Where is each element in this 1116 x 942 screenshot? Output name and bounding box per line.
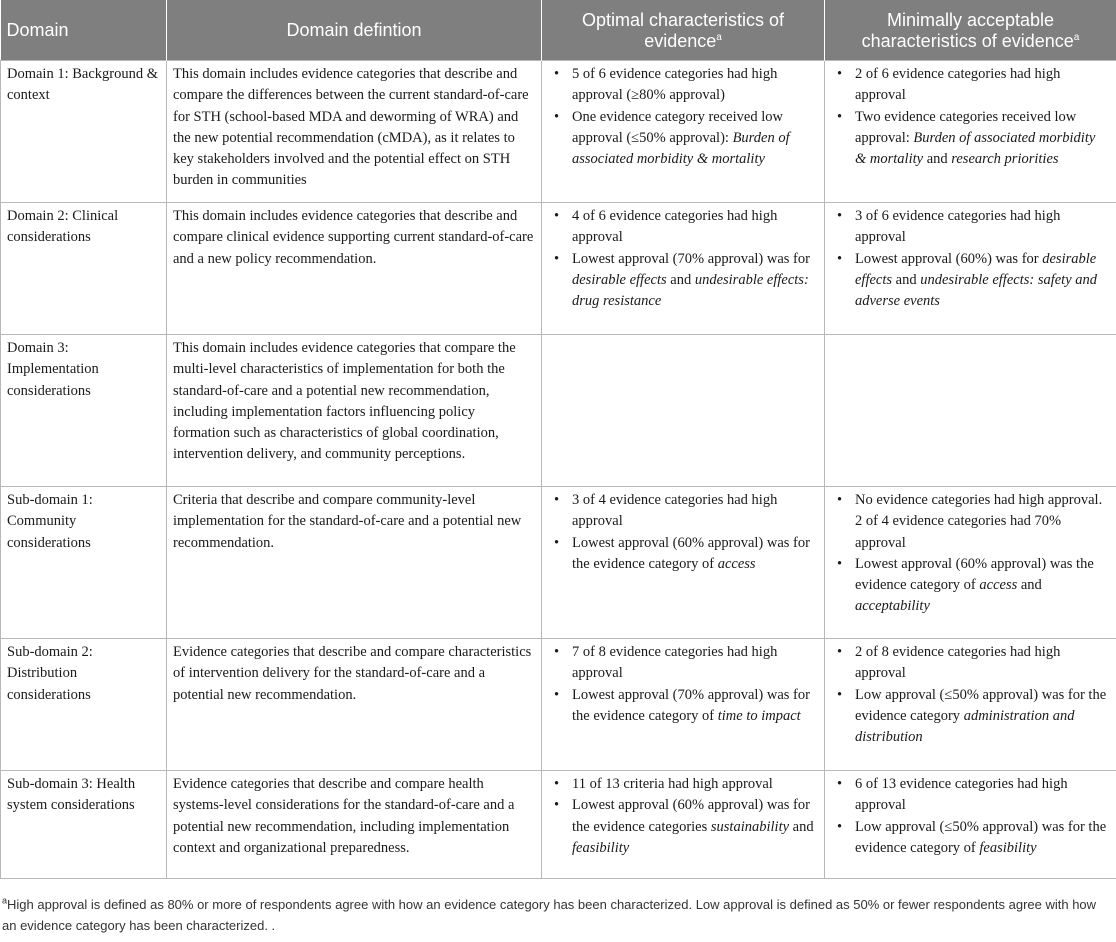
bullet-item: • 5 of 6 evidence categories had high approval (≥80% approval) — [548, 64, 818, 107]
definition-cell: This domain includes evidence categories that describe and compare clinical evidence supporting current standard-of-care and a new policy recommendation. — [167, 203, 542, 335]
definition-cell: This domain includes evidence categories that describe and compare the differences between the current standard-of-care for STH (school-based MDA and deworming of WRA) and the new potential recommendation (cMDA), as it relates to key stakeholders involved and the potential effect on STH burden in communities — [167, 61, 542, 203]
optimal-cell — [542, 639, 825, 771]
table-header-row — [1, 0, 1116, 61]
definition-cell: Evidence categories that describe and compare health systems-level considerations for the standard-of-care and a potential new recommendation, including implementation context and organizational preparedness. — [167, 771, 542, 879]
domain-cell: Domain 1: Background & context — [1, 61, 167, 203]
table-row — [1, 203, 1116, 335]
bullet-item: • 3 of 6 evidence categories had high approval — [831, 206, 1110, 249]
table-row — [1, 771, 1116, 879]
table-row — [1, 61, 1116, 203]
definition-cell: This domain includes evidence categories that compare the multi-level characteristics of implementation for both the standard-of-care and a potential new recommendation, including implementation factors influencing policy formation such as characteristics of global coordination, intervention delivery, and community perceptions. — [167, 335, 542, 487]
bullet-item: • 2 of 6 evidence categories had high approval — [831, 64, 1110, 107]
bullet-item: • 11 of 13 criteria had high approval — [548, 774, 818, 795]
minimal-cell — [825, 335, 1116, 487]
domain-cell: Sub-domain 3: Health system considerations — [1, 771, 167, 879]
table-footnote: $^a$High approval is defined as 80% or more of respondents agree with how an evidence category has been characterized. Low approval is defined as 50% or fewer respondents agree with how an evidence category has been characterized. . — [2, 895, 1097, 933]
domain-cell: Domain 3: Implementation considerations — [1, 335, 167, 487]
header-minimal-characteristics: Minimally acceptable characteristics of evidence$^a$ — [825, 0, 1116, 61]
minimal-cell — [825, 639, 1116, 771]
optimal-cell — [542, 771, 825, 879]
bullet-item: • 4 of 6 evidence categories had high approval — [548, 206, 818, 249]
bullet-item: • Lowest approval (60%) was for desirable effects and undesirable effects: safety and adverse events — [831, 249, 1110, 313]
bullet-item: • 6 of 13 evidence categories had high approval — [831, 774, 1110, 817]
bullet-item: • Two evidence categories received low approval: Burden of associated morbidity & mortality and research priorities — [831, 107, 1110, 171]
table-row — [1, 639, 1116, 771]
domain-cell: Sub-domain 1: Community considerations — [1, 487, 167, 639]
optimal-cell — [542, 335, 825, 487]
bullet-item: • Low approval (≤50% approval) was for the evidence category administration and distribution — [831, 685, 1110, 749]
domain-cell: Sub-domain 2: Distribution considerations — [1, 639, 167, 771]
minimal-cell — [825, 61, 1116, 203]
bullet-item: • 2 of 8 evidence categories had high approval — [831, 642, 1110, 685]
definition-cell: Evidence categories that describe and compare characteristics of intervention delivery for the standard-of-care and a potential new recommendation. — [167, 639, 542, 771]
definition-cell: Criteria that describe and compare community-level implementation for the standard-of-care and a potential new recommendation. — [167, 487, 542, 639]
optimal-cell — [542, 203, 825, 335]
minimal-cell — [825, 771, 1116, 879]
bullet-item: • One evidence category received low approval (≤50% approval): Burden of associated morbidity & mortality — [548, 107, 818, 171]
minimal-cell — [825, 203, 1116, 335]
domain-cell: Domain 2: Clinical considerations — [1, 203, 167, 335]
bullet-item: • 3 of 4 evidence categories had high approval — [548, 490, 818, 533]
bullet-item: • Lowest approval (60% approval) was the evidence category of access and acceptability — [831, 554, 1110, 618]
header-optimal-characteristics: Optimal characteristics of evidence$^a$ — [542, 0, 825, 61]
table-row — [1, 487, 1116, 639]
minimal-cell — [825, 487, 1116, 639]
bullet-item: • Low approval (≤50% approval) was for the evidence category of feasibility — [831, 817, 1110, 860]
bullet-item: • No evidence categories had high approval. 2 of 4 evidence categories had 70% approval — [831, 490, 1110, 554]
optimal-cell — [542, 61, 825, 203]
header-domain-definition: Domain defintion — [167, 0, 542, 61]
bullet-item: • Lowest approval (60% approval) was for the evidence categories sustainability and feasibility — [548, 795, 818, 859]
bullet-item: • 7 of 8 evidence categories had high approval — [548, 642, 818, 685]
bullet-item: • Lowest approval (60% approval) was for the evidence category of access — [548, 533, 818, 576]
bullet-item: • Lowest approval (70% approval) was for desirable effects and undesirable effects: drug resistance — [548, 249, 818, 313]
table-row — [1, 335, 1116, 487]
bullet-item: • Lowest approval (70% approval) was for the evidence category of time to impact — [548, 685, 818, 728]
header-domain: Domain — [1, 0, 167, 61]
optimal-cell — [542, 487, 825, 639]
